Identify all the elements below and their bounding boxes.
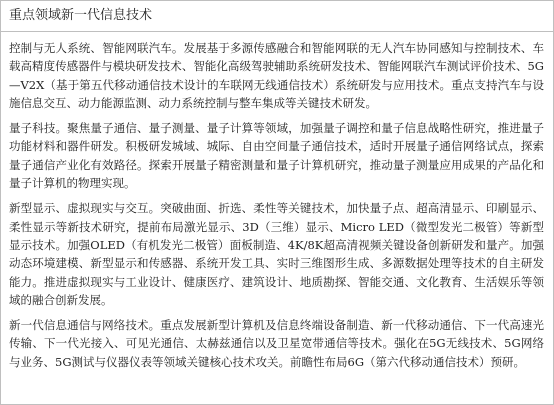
document-title: 重点领域新一代信息技术: [1, 1, 553, 32]
paragraph-communication-network: 新一代信息通信与网络技术。重点发展新型计算机及信息终端设备制造、新一代移动通信、下一代高速光传输、下一代光接入、可见光通信、太赫兹通信以及卫星宽带通信等技术。强化在5G无线技术、5G网络与业务、5G测试与仪器仪表等领域关键核心技术攻关。前瞻性布局6G（第六代移动通信技术）预研。: [9, 318, 544, 369]
document-body: [1, 32, 553, 371]
paragraph-autonomous-vehicles: 控制与无人系统、智能网联汽车。发展基于多源传感融合和智能网联的无人汽车协同感知与控制技术、车载高精度传感器件与模块研发技术、智能化高级驾驶辅助系统研发技术、智能网联汽车测试评价技术、5G—V2X（基于第五代移动通信技术设计的车联网无线通信技术）系统研发与应用技术。重点支持汽车与设施信息交互、动力能源监测、动力系统控制与整车集成等关键技术研发。: [9, 41, 544, 110]
paragraph-display-vr: 新型显示、虚拟现实与交互。突破曲面、折选、柔性等关键技术，加快量子点、超高清显示、印刷显示、柔性显示等新技术研究，提前布局激光显示、3D（三维）显示、Micro LED（微型发光二极管）等新型显示技术。加强OLED（有机发光二极管）面板制造、4K/8K超高清视频关键设备创新研发和量产。加强动态环境建模、新型显示和传感器、系统开发工具、实时三维图形生成、多源数据处理等技术的自主研发能力。推进虚拟现实与工业设计、健康医疗、建筑设计、地质勘探、智能交通、文化教育、生活娱乐等领域的融合创新发展。: [9, 201, 544, 307]
paragraph-quantum-tech: 量子科技。聚焦量子通信、量子测量、量子计算等领域，加强量子调控和量子信息战略性研究，推进量子功能材料和器件研发。积极研发城域、城际、自由空间量子通信技术，适时开展量子通信网络试点，探索量子通信产业化有效路径。探索开展量子精密测量和量子计算机研究，推动量子测量应用成果的产品化和量子计算机的物理实现。: [9, 121, 544, 191]
